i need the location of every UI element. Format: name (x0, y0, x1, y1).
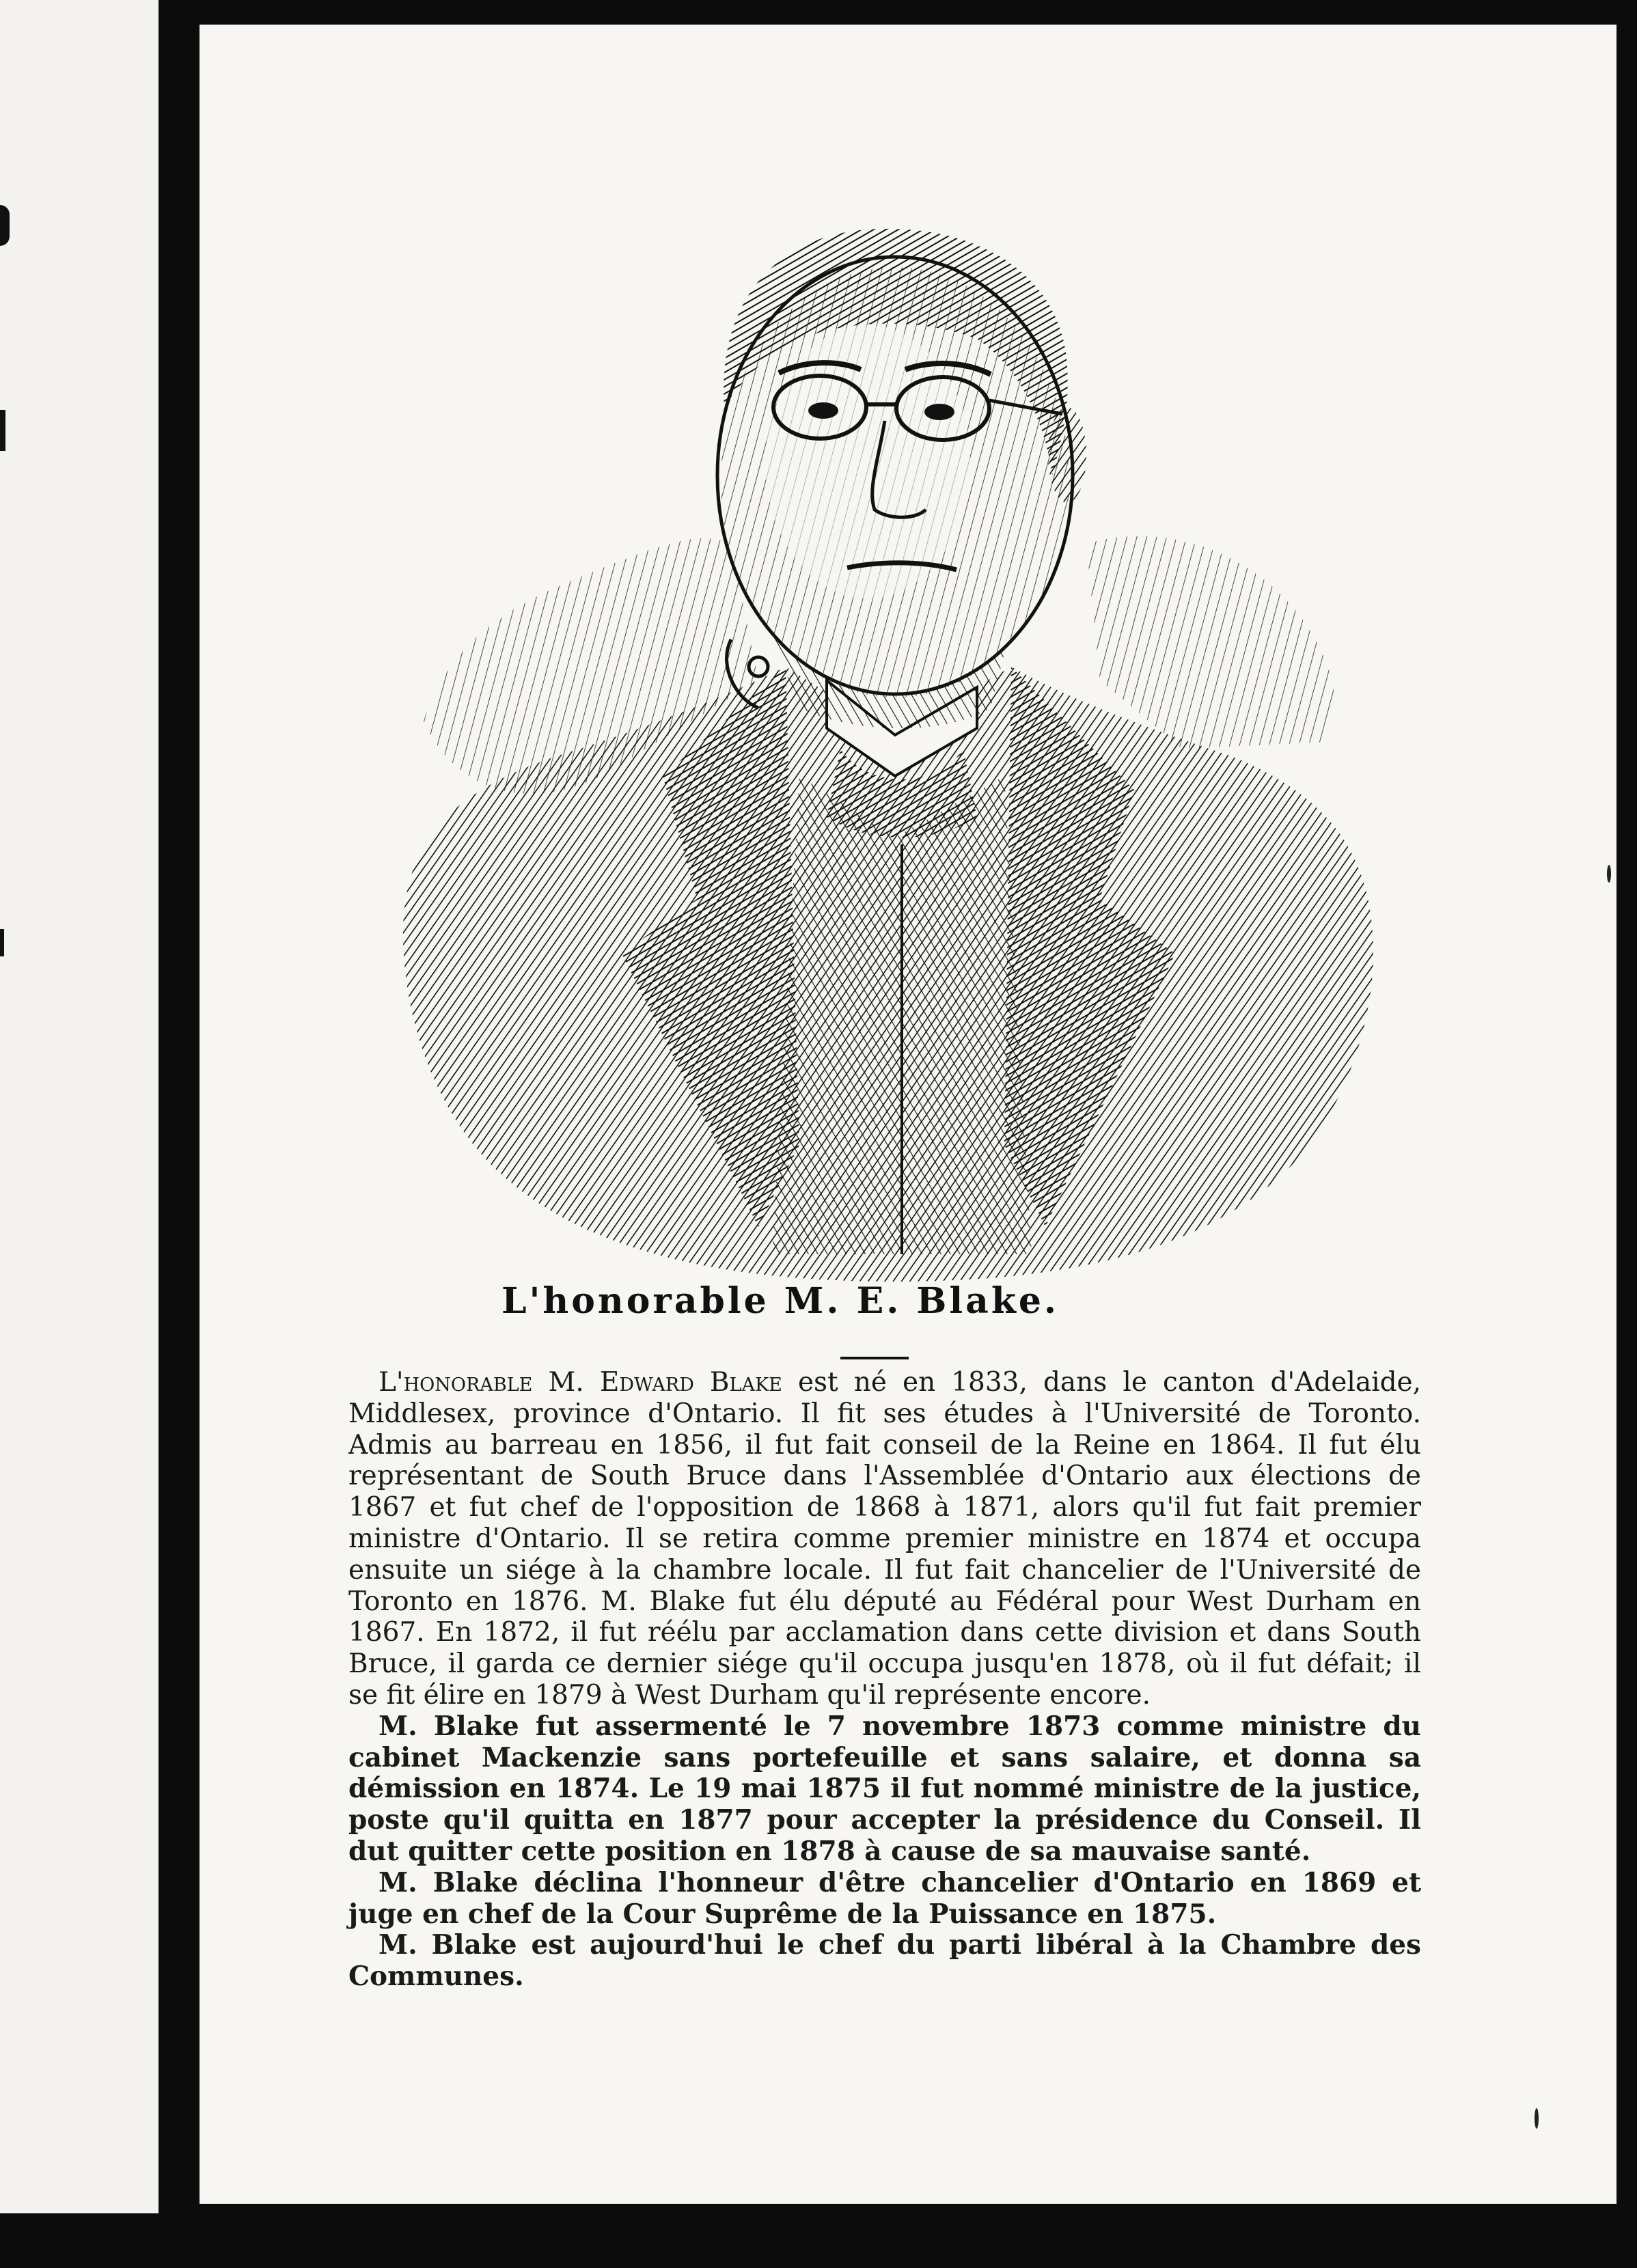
biography-paragraph-2: M. Blake fut assermenté le 7 novembre 1873 comme ministre du cabinet Mackenzie sans portefeuille et sans salaire, et donna sa démission en 1874. Le 19 mai 1875 il fut nommé ministre de la justice, poste qu'il quitta en 1877 pour accepter la présidence du Conseil. Il dut quitter cette position en 1878 à cause de sa mauvaise santé. (348, 1710, 1421, 1867)
scan-speck (1535, 2108, 1539, 2129)
adjacent-page-strip (0, 0, 159, 2213)
biography-paragraph-1-text: est né en 1833, dans le canton d'Adelaide, Middlesex, province d'Ontario. Il fit ses études à l'Université de Toronto. Admis au barreau en 1856, il fut fait conseil de la Reine en 1864. Il fut élu représentant de South Bruce dans l'Assemblée d'Ontario aux élections de 1867 et fut chef de l'opposition de 1868 à 1871, alors qu'il fut fait premier ministre d'Ontario. Il se retira comme premier ministre en 1874 et occupa ensuite un siége à la chambre locale. Il fut fait chancelier de l'Université de Toronto en 1876. M. Blake fut élu député au Fédéral pour West Durham en 1867. En 1872, il fut réélu par acclamation dans cette division et dans South Bruce, il garda ce dernier siége qu'il occupa jusqu'en 1878, où il fut défait; il se fit élire en 1879 à West Durham qu'il représente encore. (348, 1367, 1422, 1711)
scan-mark (0, 929, 4, 956)
scan-mark (0, 410, 5, 451)
biography-paragraph-3: M. Blake déclina l'honneur d'être chancelier d'Ontario en 1869 et juge en chef de la Cour Suprême de la Puissance en 1875. (348, 1866, 1421, 1930)
right-eye (924, 404, 954, 420)
engraved-portrait (376, 161, 1414, 1282)
scan-speck (1607, 865, 1611, 883)
portrait-caption: L'honorable M. E. Blake. (501, 1280, 1060, 1322)
book-page (200, 25, 1617, 2204)
caption-divider (840, 1357, 909, 1359)
biography-paragraph-1 (348, 1367, 1421, 1711)
scan-mark (0, 205, 10, 246)
background-hatching-right (1086, 536, 1335, 749)
biography-lead-prefix: M. (548, 1367, 584, 1398)
portrait-engraving (376, 161, 1414, 1282)
biography-lead-name: Edward Blake (599, 1367, 782, 1398)
biography-paragraph-4: M. Blake est aujourd'hui le chef du parti libéral à la Chambre des Communes. (348, 1929, 1421, 1993)
biography-text (348, 1367, 1421, 1993)
left-eye (808, 402, 838, 419)
ear (1048, 407, 1086, 503)
biography-lead-honorable: L'honorable (379, 1367, 533, 1398)
